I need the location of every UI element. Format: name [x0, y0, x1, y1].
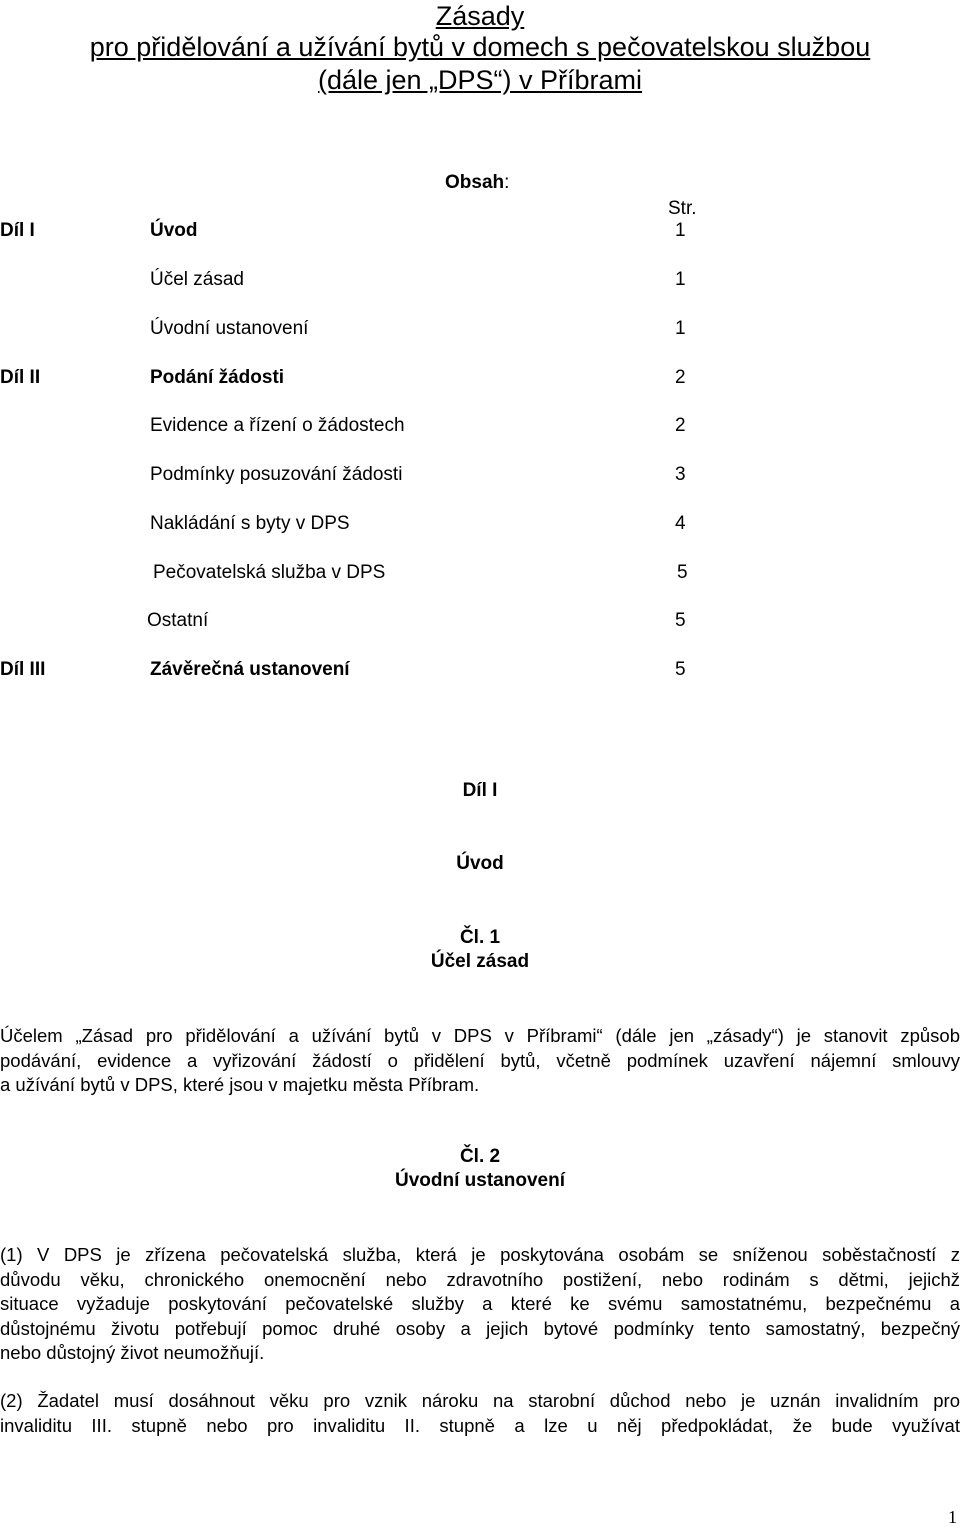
paragraph-line: Účelem „Zásad pro přidělování a užívání bytů v DPS v Příbrami“ (dále jen „zásady“) je stanovit způsob: [0, 1025, 960, 1046]
toc-item-label: Ostatní: [147, 610, 209, 631]
toc-heading-label: Obsah: [445, 172, 505, 193]
toc-item-label: Úvod: [150, 220, 198, 241]
toc-heading: [445, 172, 509, 194]
toc-item-page: 2: [675, 415, 686, 436]
paragraph-line: (2) Žadatel musí dosáhnout věku pro vznik nároku na starobní důchod nebo je uznán invalidním pro: [0, 1390, 960, 1411]
paragraph-line: důvodu věku, chronického onemocnění nebo zdravotního postižení, nebo rodinám s dětmi, jejichž: [0, 1268, 960, 1290]
toc-item-page: 5: [675, 659, 686, 680]
article-title: Účel zásad: [430, 951, 530, 972]
page-number: 1: [948, 1507, 957, 1527]
toc-item-page: 5: [675, 610, 686, 631]
paragraph-line: situace vyžaduje poskytování pečovatelské služby a které ke svému samostatnému, bezpečnému a: [0, 1293, 960, 1314]
toc-item-label: Podmínky posuzování žádosti: [150, 464, 403, 485]
toc-part-label: Díl II: [0, 367, 41, 388]
toc-item-page: 4: [675, 513, 686, 534]
article-paragraph: [0, 1389, 960, 1438]
toc-part-label: Díl I: [0, 220, 35, 241]
article-number: Čl. 2: [459, 1146, 501, 1167]
toc-item-page: 2: [675, 367, 686, 388]
toc-part-label: Díl III: [0, 659, 46, 680]
paragraph-line: podávání, evidence a vyřizování žádostí o přidělení bytů, včetně podmínek uzavření nájemní smlouvy: [0, 1049, 960, 1071]
part-heading: Díl I: [462, 780, 498, 801]
toc-item-label: Podání žádosti: [150, 367, 285, 388]
toc-item-page: 1: [675, 220, 686, 241]
article-paragraph: [0, 1243, 960, 1366]
document-subtitle-line1: pro přidělování a užívání bytů v domech s pečovatelskou službou: [89, 32, 871, 62]
article-paragraph: [0, 1024, 960, 1098]
toc-page-column-label: Str.: [668, 198, 697, 219]
paragraph-line: a užívání bytů v DPS, které jsou v majetku města Příbram.: [0, 1074, 480, 1095]
paragraph-line: invaliditu III. stupně nebo pro invaliditu II. stupně a lze u něj předpokládat, že bude využívat: [0, 1414, 960, 1436]
paragraph-line: (1) V DPS je zřízena pečovatelská služba, která je poskytována osobám se sníženou soběstačností z: [0, 1244, 960, 1265]
part-title: Úvod: [456, 853, 504, 874]
article-title: Úvodní ustanovení: [395, 1170, 565, 1191]
toc-item-label: Závěrečná ustanovení: [150, 659, 350, 680]
paragraph-line: důstojnému životu potřebují pomoc druhé osoby a jejich bytové podmínky tento samostatný, bezpečný: [0, 1317, 960, 1339]
toc-item-label: Úvodní ustanovení: [150, 318, 309, 339]
toc-item-label: Evidence a řízení o žádostech: [150, 415, 405, 436]
document-subtitle-line2: (dále jen „DPS“) v Příbrami: [317, 65, 643, 95]
paragraph-line: nebo důstojný život neumožňují.: [0, 1342, 265, 1363]
toc-heading-colon: :: [504, 172, 510, 193]
toc-item-page: 3: [675, 464, 686, 485]
toc-item-label: Pečovatelská služba v DPS: [153, 562, 386, 583]
toc-item-page: 1: [675, 318, 686, 339]
article-number: Čl. 1: [459, 927, 501, 948]
toc-item-page: 1: [675, 269, 686, 290]
toc-item-label: Nakládání s byty v DPS: [150, 513, 350, 534]
toc-item-label: Účel zásad: [150, 269, 244, 290]
toc-item-page: 5: [677, 562, 688, 583]
document-title: Zásady: [435, 1, 525, 31]
